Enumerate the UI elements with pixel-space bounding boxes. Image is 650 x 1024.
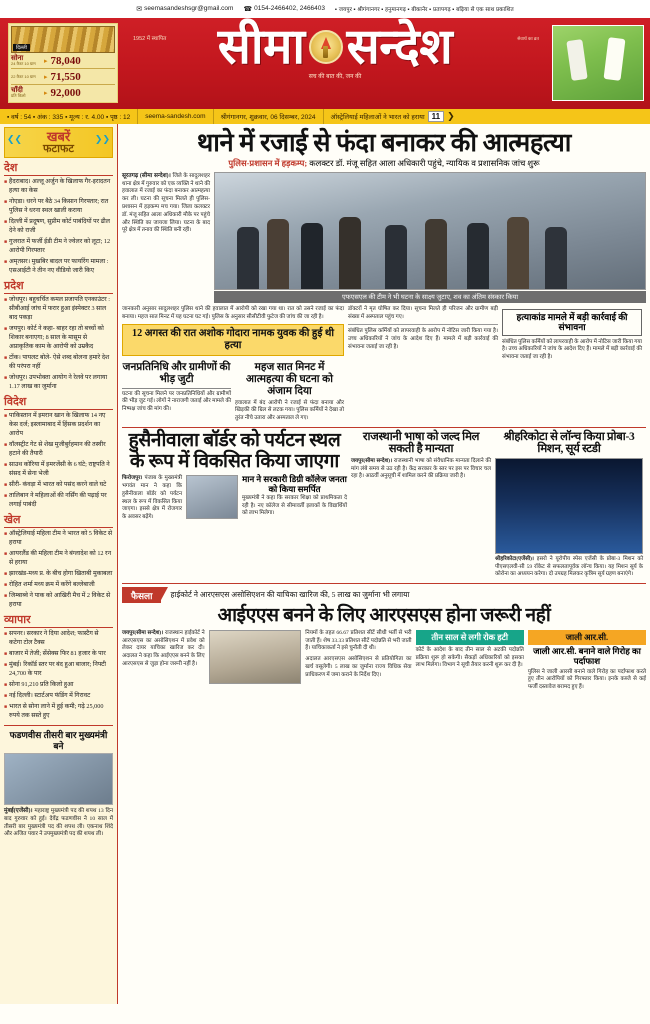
cricket-players-photo <box>552 25 644 101</box>
band3-photo-col <box>209 630 302 692</box>
brief-text: दिल्ली में प्रदूषण, सुप्रीम कोर्ट पाबंदियों पर ढील देने को राजी <box>9 218 110 235</box>
brief-text: नई दिल्ली। स्टार्टअप फंडिंग में गिरावट <box>9 692 91 700</box>
orange-badge: जाली आर.सी. <box>528 630 646 645</box>
masthead-tagline: सच की बात की, जन की <box>308 73 362 80</box>
bullet-icon: ■ <box>4 220 8 226</box>
band2-left-subhead: मान ने सरकारी डिग्री कॉलेज जनता को किया समर्पित <box>242 474 347 494</box>
issue-info-bar <box>0 108 650 124</box>
brief-text: रोहित शर्मा मध्य क्रम में करेंगे बल्लेबाजी <box>9 581 95 589</box>
body-text <box>495 556 643 579</box>
main-content <box>118 124 650 1004</box>
mid-left-sub-b <box>235 359 344 424</box>
list-item[interactable] <box>4 374 113 392</box>
body-text-inner: पंजाब के मुख्यमंत्री भगवंत मान ने कहा कि हुसैनीवाला बॉर्डर को पर्यटन स्थल के रूप में विकसित किया जाएगा। इससे क्षेत्र में रोजगार के अवसर बढ़ेंगे। <box>122 475 182 521</box>
rate-sublabel: 24 कैरट 10 ग्राम <box>11 61 36 67</box>
bullet-icon: ■ <box>4 376 8 382</box>
bullet-icon: ■ <box>4 483 8 489</box>
body-text: नियमों के तहत 66.67 प्रतिशत सीटें सीधी भर्ती से भरी जाती हैं। शेष 33.33 प्रतिशत सीटें पदोन्नति से भरी जाती हैं। याचिकाकर्ता ने इसे चुनौती दी थी। <box>305 629 412 652</box>
brief-text: वॉलस्ट्रीट गेट से शेख मुजीबुर्रहमान की तस्वीर हटाने की तैयारी <box>9 441 106 458</box>
brief-text: सीरी- कंवड़ा में भारत को पसंद करने वाले घटे <box>9 481 107 489</box>
band2-right-headline: श्रीहरिकोटा से लॉन्च किया प्रोबा-3 मिशन, सूर्य स्टडी <box>503 431 635 456</box>
briefs-banner <box>4 127 113 158</box>
subhead-janpratinidhi: जनप्रतिनिधि और ग्रामीणों की भीड़ जुटी <box>122 362 231 389</box>
band2-mid-headline: राजस्थानी भाषा को जल्द मिल सकती है मान्यता <box>362 431 480 456</box>
rate-label: सोना <box>11 55 24 63</box>
band2-left-photo-col <box>186 475 238 522</box>
brief-text: जयपुर। कोर्ट ने कहा- बाहर रहा तो बच्चों को शिकार बनाएगा; 8 साल के मासूम से अप्राकृतिक काम के आरोपी को उम्रकैद <box>9 325 104 351</box>
torch-emblem-icon <box>309 30 343 64</box>
list-item[interactable] <box>4 178 113 196</box>
website-link[interactable]: seema-sandesh.com <box>138 109 213 124</box>
rate-label: चाँदी <box>11 87 23 95</box>
band3-right-headline: जाली आर.सी. बनाने वाले गिरोह का पर्दाफाश <box>533 645 641 666</box>
rate-row-silver <box>11 87 115 100</box>
band3 <box>122 587 646 692</box>
band2-left-col1 <box>122 475 182 522</box>
brief-text: सपनर। सरकार ने दिया आदेश; फास्टैग से कटेगा टोल टैक्स <box>9 630 99 647</box>
dateline: श्रीहरिकोटा(एजेंसी)। <box>495 555 534 562</box>
band2-mid-story[interactable] <box>351 431 491 579</box>
list-item[interactable] <box>4 481 113 490</box>
news-briefs-sidebar <box>0 124 118 1004</box>
body-text: संबंधित पुलिस कर्मियों को लापरवाही के आरोप में नोटिस जारी किया गया है। उच्च अधिकारियों ने जांच के आदेश दिए हैं। मामले में बड़ी कार्रवाई की संभावना जताई जा रही है। <box>348 328 498 351</box>
brief-text: जिम्बाब्वे ने पाक को आखिरी मैच में 2 विकेट से हराया <box>9 592 111 609</box>
lead-story-row <box>122 172 646 303</box>
edition-cities: ▪ जयपुर ▪ श्रीगंगानगर ▪ हनुमानगढ़ ▪ बीकानेर ▪ प्रतापगढ़ ▪ बढ़िया से एक साथ प्रकाशित <box>335 6 514 13</box>
band2-left-cols <box>122 475 347 522</box>
body-text: मुख्यमंत्री ने कहा कि सरकार शिक्षा को प्राथमिकता दे रही है। नए कॉलेज से सीमावर्ती इलाकों के विद्यार्थियों को लाभ मिलेगा। <box>242 494 347 517</box>
rate-sublabel: प्रति किलो <box>11 93 26 99</box>
list-item[interactable] <box>4 661 113 679</box>
list-item[interactable] <box>4 692 113 701</box>
body-text: घटना की सूचना मिलने पर जनप्रतिनिधियों और ग्रामीणों की भीड़ जुट गई। लोगों ने नाराजगी जताई और मामले की निष्पक्ष जांच की मांग की। <box>122 390 231 413</box>
issue-details: ▪ वर्ष : 54 ▪ अंक : 335 ▪ मूल्य : र. 4.00 ▪ पृष्ठ : 12 <box>0 109 138 124</box>
teaser-text: ऑस्ट्रेलियाई महिलाओं ने भारत को हराया <box>330 114 425 121</box>
section-title-videsh: विदेश <box>4 396 113 410</box>
subhead-hatyakand: हत्याकांड मामले में बड़ी कार्रवाई की संभावना <box>502 309 642 336</box>
brief-text: ऑस्ट्रेलियाई महिला टीम ने भारत को 5 विकेट से हराया <box>9 530 113 547</box>
lead-story[interactable] <box>122 130 646 303</box>
section-title-khel: खेल <box>4 514 113 528</box>
band2-left-col3 <box>242 475 347 522</box>
rate-value: 92,000 <box>50 87 81 99</box>
bullet-icon: ■ <box>4 632 8 638</box>
band3-headline: आईएएस बनने के लिए आरएसएस होना जरूरी नहीं <box>217 605 551 627</box>
body-text: महाराष्ट्र मुख्यमंत्री पद की शपथ 13 दिन बाद गुरुवार को हुई। देवेंद्र फडणवीस ने 10 साल में तीसरी बार मुख्यमंत्री पद की शपथ ली। एकनाथ शिंदे और अजित पवार ने उपमुख्यमंत्री पद की शपथ ली। <box>4 807 113 838</box>
email-contact[interactable] <box>136 5 233 13</box>
masthead-brand <box>125 19 545 80</box>
up-arrow-icon: ▸ <box>44 90 48 97</box>
phone-text: 0154-2466402, 2466403 <box>254 5 326 12</box>
list-item[interactable] <box>4 461 113 479</box>
mid-band <box>122 306 646 423</box>
briefs-banner-line1: खबरें <box>46 129 71 144</box>
brief-text: भारत से सोना लाने में हुई कमी; गढ़े 25,000 रुपये तक सस्ते हुए <box>9 703 104 720</box>
section-title-desh: देश <box>4 162 113 176</box>
section-title-pradesh: प्रदेश <box>4 280 113 294</box>
band2 <box>122 431 646 579</box>
band2-left-story[interactable] <box>122 431 347 579</box>
list-item[interactable] <box>4 630 113 648</box>
list-item[interactable] <box>4 296 113 323</box>
page-content <box>0 124 650 1004</box>
place-and-date: श्रीगंगानगर, शुक्रवार, 06 दिसम्बर, 2024 <box>214 109 324 124</box>
body-text: जिले के सादुलशहर थाना क्षेत्र में गुरुवार को एक व्यक्ति ने थाने की हवालात में रजाई का फंदा बनाकर आत्महत्या कर ली। घटना की सूचना मिलते ही पुलिस-प्रशासन में हड़कम्प मच गया। जिला कलक्टर डॉ. मंजू सहित आला अधिकारी मौके पर पहुंचे और स्थिति का जायजा लिया। घटना के बाद पूरे क्षेत्र में तनाव की स्थिति बनी रही। <box>122 172 210 234</box>
dateline: सूरतगढ़ (सीमा सन्देश)। <box>122 172 171 179</box>
list-item[interactable] <box>4 218 113 236</box>
up-arrow-icon: ▸ <box>44 74 48 81</box>
bullet-icon: ■ <box>4 532 8 538</box>
brief-text: जोधपुर। उपभोक्ता आयोग ने रेलवे पर लगाया 1.17 लाख का जुर्माना <box>9 374 108 391</box>
dateline: फिरोजपुर। <box>122 475 143 482</box>
page-title <box>125 19 545 74</box>
mid-left-intro: जानकारी अनुसार सादुलशहर पुलिस थाने की हवालात में आरोपी को रखा गया था। रात को उसने रजाई का फंदा बनाया। महज सात मिनट में यह घटना घट गई। पुलिस के अनुसार सीसीटीवी फुटेज की जांच की जा रही है। <box>122 305 344 320</box>
list-item[interactable] <box>4 581 113 590</box>
list-item[interactable] <box>4 550 113 568</box>
masthead-corner-text: सेवार्थ का व्रत <box>517 36 539 41</box>
band2-left-headline: हुसैनीवाला बॉर्डर को पर्यटन स्थल के रूप में विकसित किया जाएगा <box>128 430 341 472</box>
brief-text: हैदराबाद। अल्लू अर्जुन के खिलाफ गैर-इरादतन हत्या का केस <box>9 178 111 195</box>
dateline: मुंबई(एजेंसी)। <box>4 807 33 814</box>
list-item[interactable] <box>4 412 113 439</box>
band3-cols <box>122 630 646 692</box>
up-arrow-icon: ▸ <box>44 58 48 65</box>
headline-teaser[interactable] <box>324 109 462 124</box>
list-item[interactable] <box>4 592 113 610</box>
brief-text: सोना 91,210 प्रति किलो हुआ <box>9 681 74 689</box>
list-item[interactable] <box>4 703 113 721</box>
bullet-icon: ■ <box>4 694 8 700</box>
rate-row-gold22 <box>11 71 115 85</box>
bullet-icon: ■ <box>4 572 8 578</box>
bullet-icon: ■ <box>4 652 8 658</box>
brief-text: तालिबान ने महिलाओं की नर्सिंग की पढ़ाई पर लगाई पाबंदी <box>9 492 107 509</box>
bullet-icon: ■ <box>4 200 8 206</box>
gold-bars-photo <box>11 26 115 53</box>
brief-text: नोएडा। धरने पर बैठे 34 किसान गिरफ्तार; रात पुलिस ने धरना स्थल खाली कराया <box>9 198 109 215</box>
established-text: 1952 में स्थापित <box>133 36 167 42</box>
rate-value: 78,040 <box>50 55 81 67</box>
band3-col1 <box>122 630 205 692</box>
list-item[interactable] <box>4 570 113 579</box>
brief-text: आयरलैंड की महिला टीम ने बंग्लादेश को 12 रन से हराया <box>9 550 112 567</box>
brief-text: झारखंड-मध्य प्र. के बीच होगा खिताबी मुकाबला <box>9 570 113 578</box>
body-text-inner: राजस्थानी भाषा को संवैधानिक मान्यता दिलाने की मांग लंबे समय से उठ रही है। केंद्र सरकार के स्तर पर इस पर विचार चल रहा है। आठवीं अनुसूची में शामिल करने की प्रक्रिया जारी है। <box>351 457 492 480</box>
body-text <box>351 458 491 481</box>
brief-text: बाजार में तेजी; सेंसेक्स फिर 81 हजार के पार <box>9 650 106 658</box>
body-text-inner: राजस्थान हाईकोर्ट ने आरएसएस का असोसिएशन में प्रवेश को लेकर दायर याचिका खारिज कर दी। अदालत ने कहा कि आईएएस बनने के लिए आरएसएस से जुड़ा होना जरूरी नहीं है। <box>122 629 205 667</box>
subhead-red-part: पुलिस-प्रशासन में हड़कम्प; <box>228 158 308 168</box>
bullet-icon: ■ <box>4 356 8 362</box>
divider <box>122 583 646 584</box>
bullet-icon: ■ <box>4 594 8 600</box>
list-item[interactable] <box>4 198 113 216</box>
bullet-icon: ■ <box>4 552 8 558</box>
page-number-badge: 11 <box>428 111 444 122</box>
rate-sublabel: 22 कैरट 10 ग्राम <box>11 73 36 79</box>
list-item[interactable] <box>4 325 113 352</box>
bullet-icon: ■ <box>4 463 8 469</box>
bullet-icon: ■ <box>4 494 8 500</box>
section-title-vyapar: व्यापार <box>4 614 113 628</box>
list-item[interactable] <box>4 681 113 690</box>
subhead-rest: कलक्टर डॉ. मंजू सहित आला अधिकारी पहुंचे, न्यायिक व प्रशासनिक जांच शुरू <box>307 158 540 168</box>
mid-left-subcols <box>122 359 344 424</box>
chevron-right-icon: ❯ <box>447 111 455 121</box>
brief-text: गुजरात में फर्जी ईडी टीम ने ज्वेलर को लूटा; 12 आरोपी गिरफ्तार <box>9 238 111 255</box>
bullet-icon: ■ <box>4 705 8 711</box>
rate-row-gold24 <box>11 55 115 69</box>
photo-caption: एफएसएल की टीम ने भी घटना के साक्ष्य जुटाए, शव का अंतिम संस्कार किया <box>214 291 646 303</box>
body-text: पुलिस ने जाली आरसी बनाने वाले गिरोह का पर्दाफाश करते हुए तीन आरोपियों को गिरफ्तार किया। इनके कब्जे से कई फर्जी दस्तावेज बरामद हुए हैं। <box>527 668 647 691</box>
body-text: संबंधित पुलिस कर्मियों को लापरवाही के आरोप में नोटिस जारी किया गया है। उच्च अधिकारियों ने जांच के आदेश दिए हैं। मामले में बड़ी कार्रवाई की संभावना जताई जा रही है। <box>502 338 642 361</box>
phone-icon: ☎ <box>243 5 253 13</box>
body-text: हवालात में बंद आरोपी ने रजाई से फंदा बनाया और खिड़की की ग्रिल से लटक गया। पुलिस कर्मियों ने देखा तो तुरंत नीचे उतारा और अस्पताल ले गए। <box>235 399 344 422</box>
body-text-inner: इसरो ने यूरोपीय स्पेस एजेंसी के प्रोबा-3 मिशन को पीएसएलवी-सी 59 रॉकेट से सफलतापूर्वक लॉन्च किया। यह मिशन सूर्य के कोरोना का अध्ययन करेगा। दो उपग्रह मिलकर कृत्रिम सूर्य ग्रहण बनाएंगे। <box>495 555 644 578</box>
list-item[interactable] <box>4 530 113 548</box>
email-text: seemasandeshsgr@gmail.com <box>144 5 234 12</box>
divider <box>122 427 646 428</box>
brief-text: पाकिस्तान में इमरान खान के खिलाफ 14 नए केस दर्ज; इस्लामाबाद में हिंसक प्रदर्शन का आरोप <box>9 412 106 438</box>
chevron-right-decor-icon: ❯❯ <box>94 134 110 144</box>
bullet-icon: ■ <box>4 240 8 246</box>
highlight-box-godara: 12 अगस्त की रात अशोक गोदारा नामक युवक की हुई थी हत्या <box>122 324 344 355</box>
mid-col-right <box>502 306 642 423</box>
dateline: जयपुर(सीमा सन्देश)। <box>351 457 393 464</box>
masthead <box>0 18 650 108</box>
rate-value: 71,550 <box>50 71 81 83</box>
band3-kicker: हाईकोर्ट ने आरएसएस असोसिएशन की याचिका खारिज की, 5 लाख का जुर्माना भी लगाया <box>170 590 410 600</box>
divider <box>4 725 113 726</box>
bullet-icon: ■ <box>4 583 8 589</box>
brief-text: मुंबई। रिकॉर्ड स्तर पर बंद हुआ बाजार; निफ्टी 24,700 के पार <box>9 661 106 678</box>
story-headline: फडणवीस तीसरी बार मुख्यमंत्री बने <box>9 730 108 751</box>
bullet-icon: ■ <box>4 327 8 333</box>
bhagwant-mann-portrait-photo <box>186 475 238 519</box>
sidebar-bottom-story[interactable] <box>4 730 113 839</box>
brief-text: साउथ कोरिया में इमरजेंसी के 6 घंटे; राष्ट्रपति ने संसद में सेना भेजी <box>9 461 110 478</box>
lead-headline: थाने में रजाई से फंदा बनाकर की आत्महत्या <box>197 128 571 157</box>
subhead-mehz: महज सात मिनट में आत्महत्या की घटना को अंजाम दिया <box>246 361 333 397</box>
title-right: सन्देश <box>346 19 453 74</box>
body-text <box>122 630 205 669</box>
body-text: डॉक्टरों ने मृत घोषित कर दिया। सूचना मिलते ही परिजन और ग्रामीण बड़ी संख्या में अस्पताल पहुंच गए। <box>348 305 498 320</box>
bullet-icon: ■ <box>4 260 8 266</box>
bullion-rates-box <box>8 23 118 103</box>
briefs-banner-line2: फटाफट <box>43 143 74 155</box>
brief-text: अमृतसर। मुखबिर बादल पर फायरिंग मामला : एसआईटी ने तीन नए वीडियो जारी किए <box>9 258 109 275</box>
band3-right-col[interactable] <box>528 630 646 692</box>
mid-col-center <box>348 306 498 423</box>
list-item[interactable] <box>4 238 113 256</box>
band3-col3 <box>305 630 411 692</box>
rocket-launch-photo <box>495 458 643 554</box>
list-item[interactable] <box>4 650 113 659</box>
list-item[interactable] <box>4 492 113 510</box>
top-contact-bar <box>0 0 650 18</box>
brief-text: टोंक। पायलट बोले- ऐसे शब्द बोलना हमारे देश की परंपरा नहीं <box>9 354 110 371</box>
bullet-icon: ■ <box>4 663 8 669</box>
rajasthan-high-court-photo <box>209 630 302 684</box>
dateline: जयपुर(सीमा सन्देश)। <box>122 629 164 636</box>
body-text: कोर्ट के आदेश के बाद तीन साल से अटकी पदोन्नति प्रक्रिया शुरू हो सकेगी। सैकड़ों अधिकारियों को इसका लाभ मिलेगा। विभाग ने सूची तैयार करनी शुरू कर दी है। <box>415 646 524 669</box>
teal-subhead: तीन साल से लगी रोक हटी <box>416 630 524 645</box>
status-badge: फैसला <box>122 587 161 603</box>
mid-col-left <box>122 306 344 423</box>
band3-teal-col <box>416 630 524 692</box>
rates-city-tag: दिल्ली <box>13 44 30 51</box>
band3-tagline-row <box>122 587 646 603</box>
list-item[interactable] <box>4 441 113 459</box>
bullet-icon: ■ <box>4 683 8 689</box>
divider <box>348 324 498 325</box>
devendra-fadnavis-oath-photo <box>4 753 113 805</box>
band2-right-story[interactable] <box>495 431 643 579</box>
list-item[interactable] <box>4 258 113 276</box>
mid-left-sub-a <box>122 359 231 424</box>
brief-text: जोधपुर। बहुचर्चित कमल प्रजापति एनकाउंटर : सीबीआई जांच में फरार हुआ इंस्पेक्टर 3 साल बाद पकड़ा <box>9 296 110 322</box>
lead-left-column <box>122 172 210 303</box>
bullet-icon: ■ <box>4 414 8 420</box>
bullet-icon: ■ <box>4 298 8 304</box>
phone-contact[interactable] <box>243 5 325 13</box>
chevron-left-decor-icon: ❮❮ <box>7 134 23 144</box>
mail-icon: ✉ <box>136 5 143 13</box>
body-text: अदालत आरएसएस असोसिएशन से प्रतियोगिता का खर्च वसूलेगी। 5 लाख का जुर्माना राज्य विधिक सेवा प्राधिकरण में जमा कराने के निर्देश दिए। <box>305 656 412 678</box>
police-officials-inspection-photo <box>214 172 646 290</box>
title-left: सीमा <box>217 19 305 74</box>
bullet-icon: ■ <box>4 443 8 449</box>
bullet-icon: ■ <box>4 180 8 186</box>
lead-photo-block <box>214 172 646 303</box>
story-body <box>4 807 113 839</box>
list-item[interactable] <box>4 354 113 372</box>
body-text <box>122 475 182 522</box>
lead-subheadline <box>122 159 646 169</box>
